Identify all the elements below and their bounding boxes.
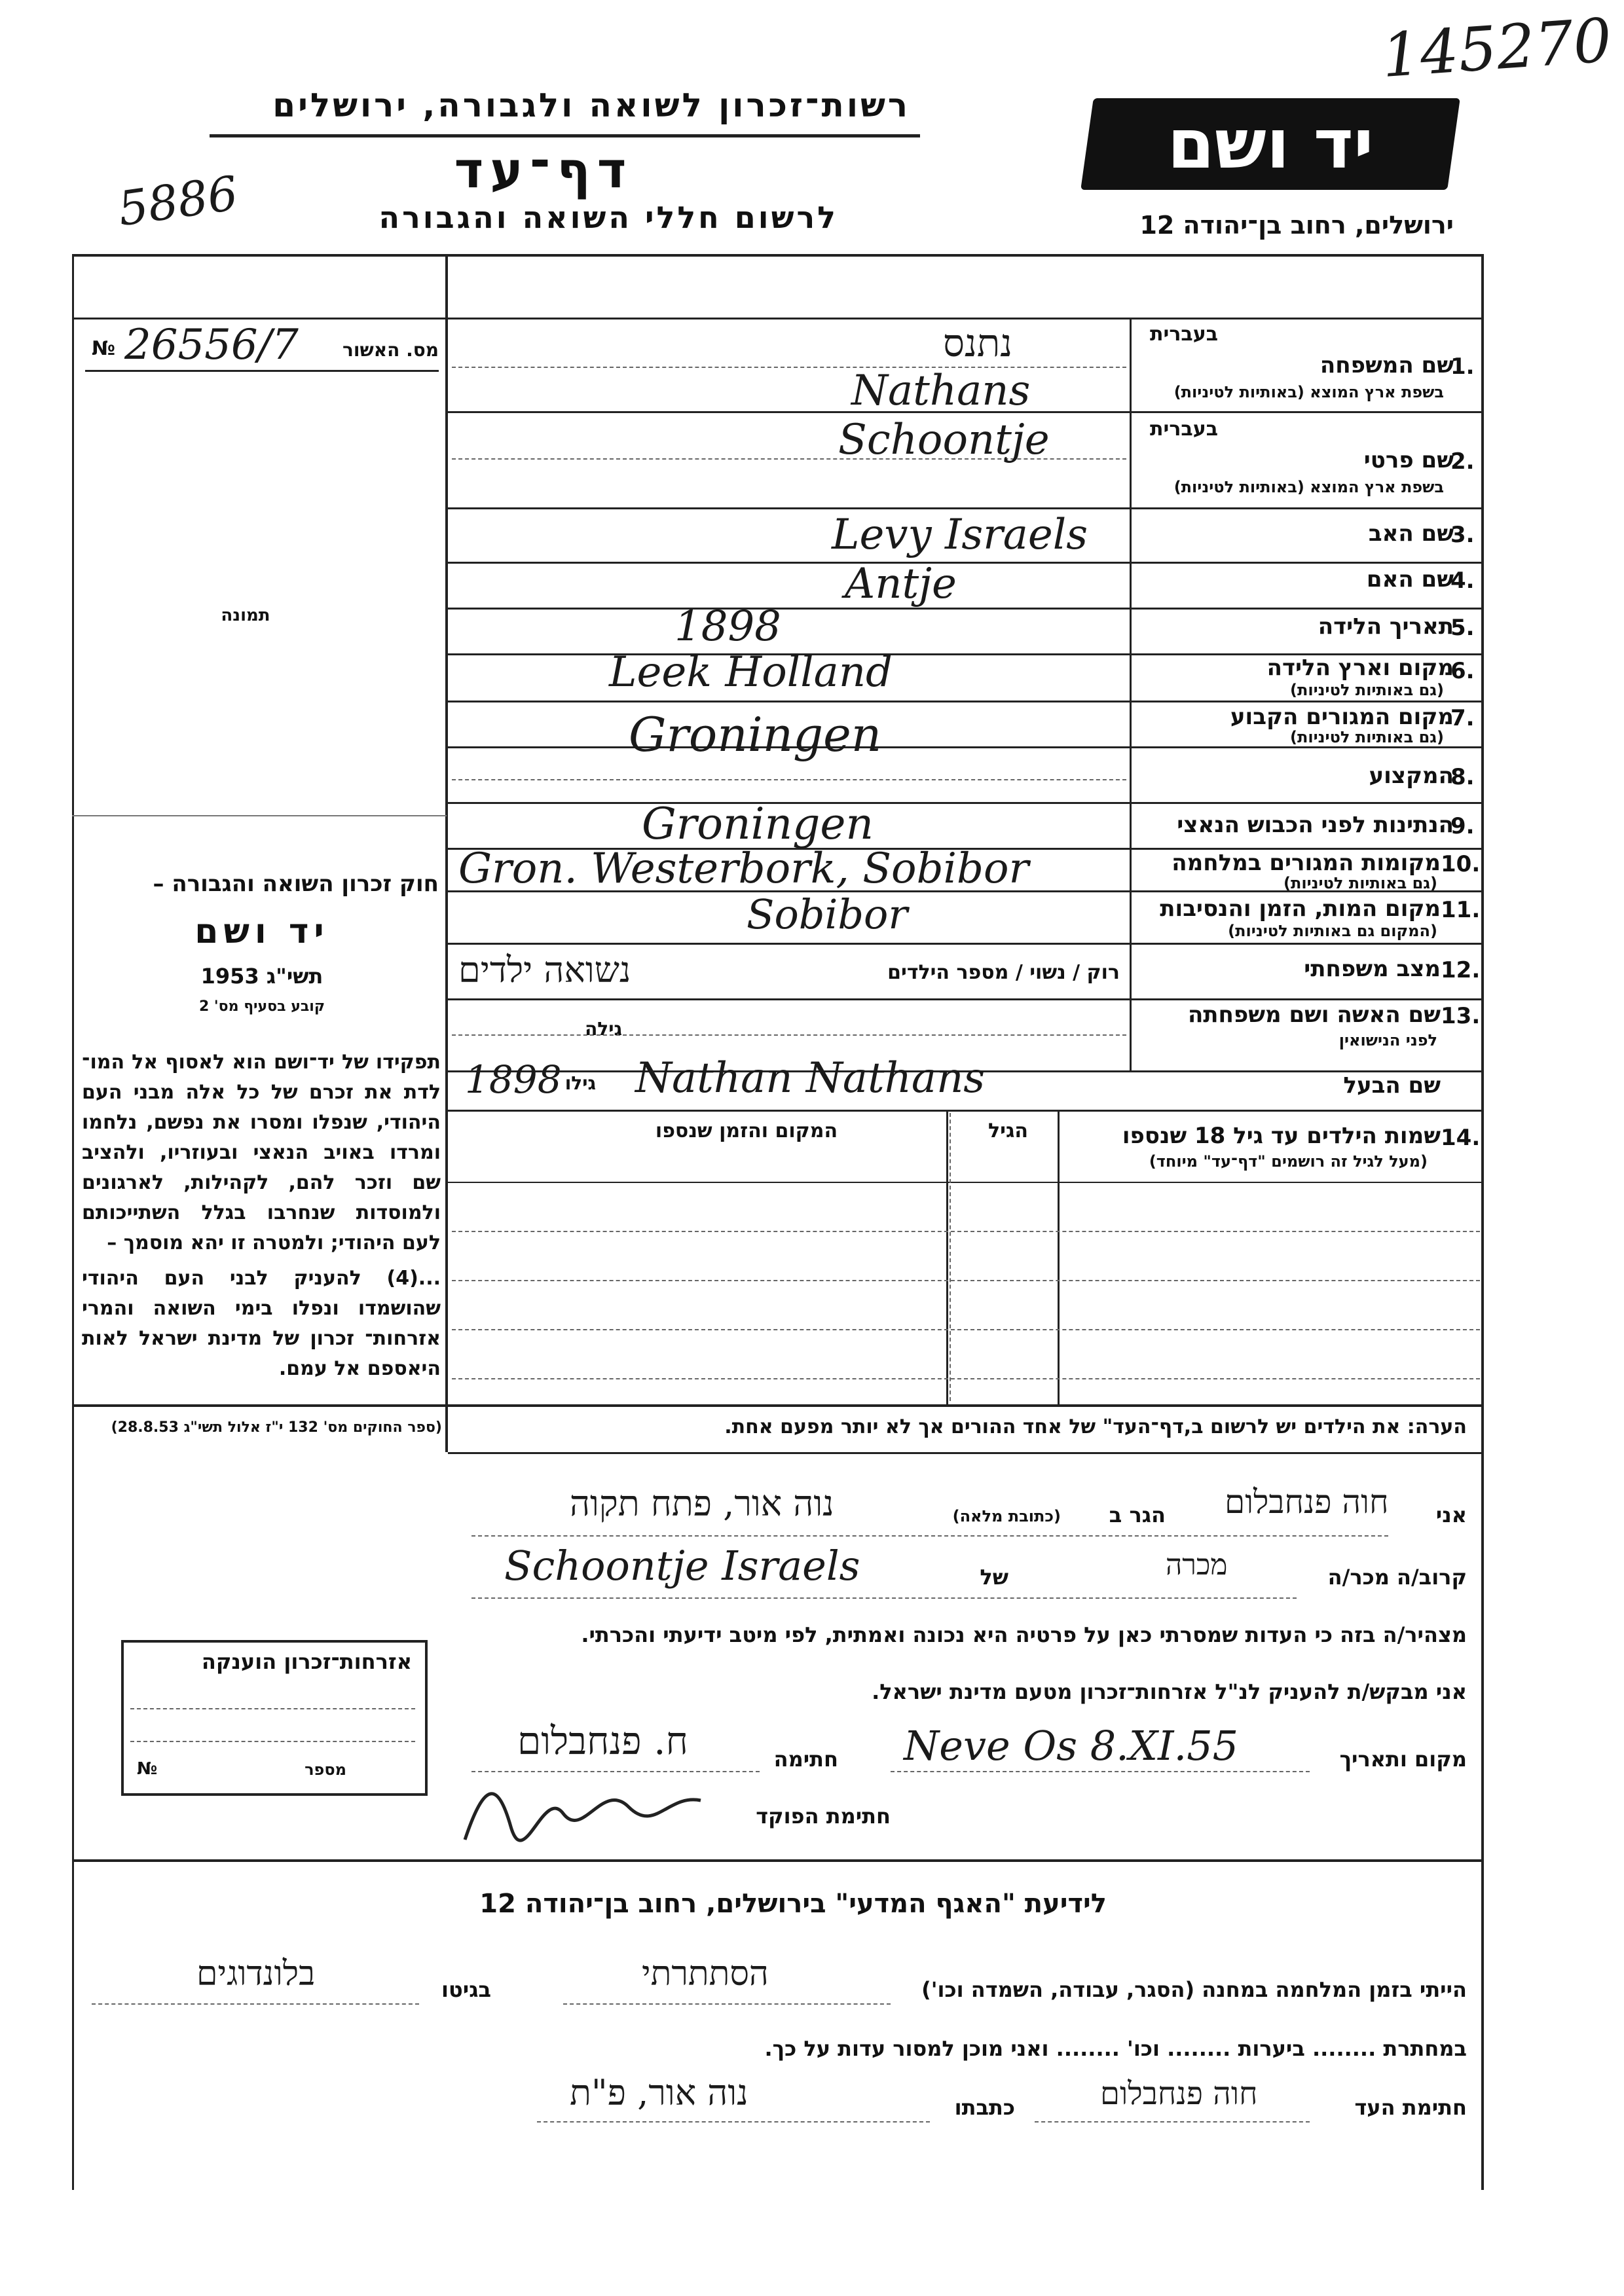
science-camp: הסתתרתי (642, 1954, 769, 1994)
field-7-num: 7. (1450, 705, 1475, 731)
declaration-residing-label: הגר ב (1109, 1503, 1166, 1527)
witness-label: חתימת העד (1354, 2095, 1467, 2120)
declaration-of-value: Schoontje Israels (504, 1542, 860, 1590)
witness-address-label: כתבתו (954, 2095, 1015, 2120)
field-1-num: 1. (1450, 354, 1475, 380)
declaration-relative-label: קרוב/ה מכר/ה (1327, 1565, 1467, 1590)
field-13-num: 13. (1441, 1003, 1481, 1029)
photo-label: תמונה (221, 606, 270, 625)
approval-number: 26556/7 (124, 321, 299, 369)
citizenship-number-label: מספר (304, 1760, 346, 1779)
field-10-label: מקומות המגורים במלחמה (1172, 850, 1441, 876)
law-clause: קובע בסעיף מס' 2 (198, 998, 325, 1015)
witness-signature: חוה פנחבלום (1100, 2075, 1258, 2112)
signature: ח. פנחבלום (517, 1719, 688, 1763)
approval-label: מס. האשור (342, 339, 439, 361)
field-5-label: תאריך הלידה (1318, 613, 1454, 640)
science-title: לידיעת "האגף המדעי" בירושלים, רחוב בן־יהודה 12 (479, 1889, 1107, 1919)
officer-signature-label: חתימת הפוקד (756, 1804, 891, 1829)
place-date: Neve Os 8.XI.55 (904, 1722, 1239, 1770)
field-1-value: Nathans (851, 367, 1031, 415)
declaration-of-label: של (980, 1565, 1008, 1590)
form-subtitle: לרשום חללי השואה והגבורה (378, 200, 838, 235)
science-line2: במחתרת ........ ביערות ........ וכו' ........ ואני מוכן למסור עדות על כך. (764, 2036, 1467, 2061)
field-11-num: 11. (1441, 897, 1481, 923)
field-6-num: 6. (1450, 658, 1475, 684)
field-11-label: מקום המות, הזמן והנסיבות (1160, 896, 1441, 922)
field-4-num: 4. (1450, 568, 1475, 594)
husband-label: שם הבעל (1343, 1072, 1441, 1099)
husband-age-label: גילו (564, 1072, 596, 1094)
field-6-label: מקום וארץ הלידה (1266, 655, 1454, 681)
field-2-lang: בעברית (1150, 418, 1218, 441)
yad-vashem-logo: יד ושם (1080, 98, 1460, 190)
declaration-i-label: אני (1435, 1503, 1467, 1527)
science-ghetto: בלונדוגים (196, 1954, 316, 1994)
law-text-2: ...(4) להעניק לבני העם היהודי שהושמדו ונפלו בימי השואה והמרי אזרחות־ זכרון של מדינת ישראל לאות היאספם אל עמם. (82, 1267, 441, 1380)
declaration-relation: מכרה (1166, 1548, 1228, 1582)
page-code: 5886 (115, 165, 242, 237)
field-1-sub: בשפת ארץ המוצא (באותיות לטיניות) (1173, 383, 1444, 401)
note: הערה: את הילדים יש לרשום ב,דף־העד" של אחד ההורים אך לא יותר מפעם אחת. (724, 1415, 1467, 1438)
field-2-num: 2. (1450, 448, 1475, 475)
field-6-sub: (גם באותיות לטיניות) (1290, 681, 1444, 699)
field-3-value: Levy Israels (832, 511, 1088, 559)
authority-title: רשות־זכרון לשואה ולגבורה, ירושלים (272, 86, 910, 124)
declaration-address: נוה אור, פתח תקוה (570, 1483, 834, 1524)
children-num: 14. (1441, 1125, 1481, 1151)
field-5-num: 5. (1450, 615, 1475, 641)
husband-age-value: 1898 (465, 1057, 562, 1102)
citizenship-title: אזרחות־זכרון הוענקה (201, 1649, 412, 1674)
declaration-address-label: (כתובת מלאה) (952, 1507, 1061, 1525)
field-7-label: מקום המגורים הקבוע (1230, 704, 1454, 730)
field-11-sub: (המקום גם באותיות לטיניות) (1228, 922, 1437, 940)
law-name: יד ושם (194, 912, 329, 951)
field-8-num: 8. (1450, 764, 1475, 790)
field-12-num: 12. (1441, 957, 1481, 983)
field-12-hand-value: נשואה ילדים (458, 949, 631, 991)
children-label: שמות הילדים עד גיל 18 שנספו (1122, 1123, 1441, 1149)
field-10-sub: (גם באותיות לטיניות) (1283, 874, 1437, 892)
approval-no-symbol: № (92, 337, 116, 360)
field-12-options: רוק / נשוי / מספר הילדים (887, 961, 1120, 984)
citizenship-box (121, 1640, 428, 1796)
field-3-num: 3. (1450, 522, 1475, 548)
field-3-label: שם האב (1368, 520, 1454, 547)
field-7-sub: (גם באותיות לטיניות) (1290, 728, 1444, 746)
field-5-value: 1898 (674, 602, 781, 651)
field-13-label: שם האשה ושם משפחתה (1187, 1002, 1441, 1028)
address: ירושלים, רחוב בן־יהודה 12 (1139, 211, 1454, 240)
science-line1-label: הייתי בזמן המלחמה במחנה (הסגר, עבודה, השמדה וכו') (921, 1977, 1467, 2002)
form-title: דף־עד (454, 141, 633, 199)
field-4-value: Antje (845, 560, 957, 608)
field-10-value: Gron. Westerbork, Sobibor (458, 845, 1029, 893)
citizenship-no-symbol: № (137, 1759, 158, 1779)
children-col-place: המקום והזמן שנספו (655, 1120, 838, 1142)
field-9-label: הנתינות לפני הכבוש הנאצי (1177, 812, 1454, 838)
declaration-statement: מצהיר/ה בזה כי העדות שמסרתי כאן על פרטיה היא נכונה ואמתית, לפי מיטב ידיעתי והכרתי. (581, 1622, 1467, 1647)
place-date-label: מקום ותאריך (1339, 1747, 1467, 1772)
field-13-age-label: גילה (585, 1018, 622, 1040)
field-12-label: מצב משפחתי (1304, 956, 1441, 982)
law-text: תפקידו של יד־ושם הוא לאסוף אל המו־ לדת את זכרם של כל אלה מבני העם היהודי, שנפלו ומסרו את נפשם, נלחמו ומרדו באויב הנאצי ובעוזריו, ולהציב שם וזכר להם, לקהילות, לארגונים ולמוסדות שנחרבו בגלל השתייכותם לעם היהודי; ולמטרה זו יהא מוסמך – (82, 1051, 441, 1254)
children-col-age: הגיל (988, 1120, 1028, 1142)
field-11-value: Sobibor (747, 890, 908, 938)
field-4-label: שם האם (1366, 566, 1454, 592)
declaration-name: חוה פנחבלום (1225, 1483, 1389, 1521)
field-1-hebrew-value: נתנס (943, 321, 1013, 365)
field-13-sub: לפני הנישואין (1338, 1031, 1437, 1049)
children-sub: (מעל לגיל זה רושמים "דף־עד" מיוחד) (1149, 1152, 1428, 1171)
field-9-value: Groningen (642, 799, 874, 849)
field-2-label: שם פרטי (1363, 447, 1454, 473)
husband-value: Nathan Nathans (635, 1054, 986, 1102)
law-reference: (ספר החוקים מס' 132 י"ז אלול תשי"ג 28.8.53) (111, 1419, 442, 1436)
field-9-num: 9. (1450, 813, 1475, 839)
declaration-request: אני מבקש/ת להעניק לנ"ל אזרחות־זכרון מטעם מדינת ישראל. (872, 1679, 1467, 1704)
field-2-value: Schoontje (838, 416, 1050, 464)
field-8-label: המקצוע (1369, 763, 1454, 789)
law-title: חוק זכרון השואה והגבורה – (153, 871, 439, 897)
officer-signature-mark (458, 1768, 707, 1846)
field-6-value: Leek Holland (609, 648, 893, 697)
science-ghetto-label: בגיטו (441, 1977, 491, 2002)
field-1-label: שם המשפחה (1320, 352, 1454, 378)
law-year: תשי"ג 1953 (200, 964, 323, 989)
witness-address: נוה אור, פ"ת (570, 2072, 748, 2113)
signature-label: חתימה (773, 1747, 838, 1772)
field-10-num: 10. (1441, 851, 1481, 877)
field-1-lang: בעברית (1150, 323, 1218, 346)
field-2-sub: בשפת ארץ המוצא (באותיות לטיניות) (1173, 478, 1444, 496)
field-7-value: Groningen (629, 707, 882, 762)
archive-stamp-number: 145270 (1379, 5, 1614, 92)
